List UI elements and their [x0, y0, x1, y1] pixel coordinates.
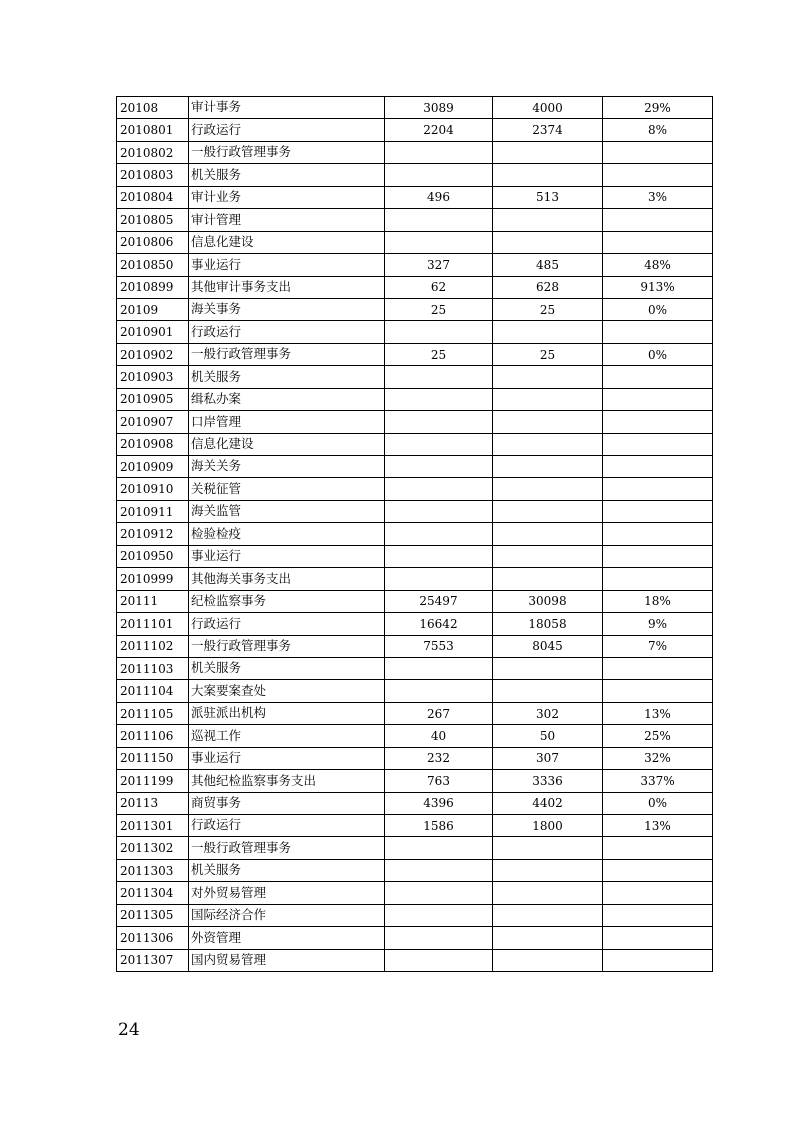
item-name-cell: 海关监管 [189, 500, 385, 522]
budget-table [116, 96, 713, 972]
code-cell: 2010907 [117, 411, 189, 433]
item-name-cell: 机关服务 [189, 657, 385, 679]
table-row [117, 792, 713, 814]
value-1-cell [385, 388, 493, 410]
percent-change-cell [603, 366, 713, 388]
percent-change-cell: 25% [603, 725, 713, 747]
value-2-cell [493, 366, 603, 388]
value-2-cell [493, 657, 603, 679]
code-cell: 2010806 [117, 231, 189, 253]
value-2-cell: 2374 [493, 119, 603, 141]
value-1-cell: 7553 [385, 635, 493, 657]
percent-change-cell: 0% [603, 298, 713, 320]
item-name-cell: 机关服务 [189, 164, 385, 186]
value-1-cell [385, 164, 493, 186]
item-name-cell: 审计事务 [189, 97, 385, 119]
item-name-cell: 国际经济合作 [189, 904, 385, 926]
value-2-cell: 30098 [493, 590, 603, 612]
value-1-cell [385, 859, 493, 881]
item-name-cell: 一般行政管理事务 [189, 343, 385, 365]
table-row [117, 590, 713, 612]
code-cell: 2010805 [117, 209, 189, 231]
code-cell: 2011303 [117, 859, 189, 881]
budget-table-body [117, 97, 713, 972]
percent-change-cell [603, 209, 713, 231]
value-1-cell: 496 [385, 186, 493, 208]
value-1-cell [385, 141, 493, 163]
item-name-cell: 大案要案查处 [189, 680, 385, 702]
value-2-cell [493, 141, 603, 163]
item-name-cell: 检验检疫 [189, 523, 385, 545]
code-cell: 2011104 [117, 680, 189, 702]
code-cell: 2011301 [117, 815, 189, 837]
table-row [117, 231, 713, 253]
item-name-cell: 其他海关事务支出 [189, 568, 385, 590]
table-row [117, 837, 713, 859]
value-2-cell [493, 231, 603, 253]
table-row [117, 904, 713, 926]
table-row [117, 859, 713, 881]
table-row [117, 680, 713, 702]
value-2-cell [493, 433, 603, 455]
value-1-cell [385, 411, 493, 433]
table-row [117, 321, 713, 343]
value-2-cell: 25 [493, 343, 603, 365]
value-1-cell: 62 [385, 276, 493, 298]
item-name-cell: 缉私办案 [189, 388, 385, 410]
value-1-cell [385, 321, 493, 343]
item-name-cell: 行政运行 [189, 321, 385, 343]
value-2-cell: 307 [493, 747, 603, 769]
percent-change-cell: 0% [603, 792, 713, 814]
percent-change-cell [603, 500, 713, 522]
page-number: 24 [118, 1020, 140, 1040]
table-row [117, 388, 713, 410]
value-1-cell [385, 523, 493, 545]
item-name-cell: 行政运行 [189, 119, 385, 141]
code-cell: 2010909 [117, 456, 189, 478]
table-row [117, 545, 713, 567]
value-1-cell [385, 456, 493, 478]
percent-change-cell [603, 388, 713, 410]
code-cell: 2011302 [117, 837, 189, 859]
value-1-cell: 25497 [385, 590, 493, 612]
percent-change-cell [603, 680, 713, 702]
code-cell: 2011199 [117, 770, 189, 792]
value-1-cell: 40 [385, 725, 493, 747]
percent-change-cell: 13% [603, 815, 713, 837]
item-name-cell: 口岸管理 [189, 411, 385, 433]
table-row [117, 568, 713, 590]
item-name-cell: 机关服务 [189, 366, 385, 388]
code-cell: 2010908 [117, 433, 189, 455]
table-row [117, 411, 713, 433]
table-row [117, 276, 713, 298]
code-cell: 2010950 [117, 545, 189, 567]
value-2-cell [493, 388, 603, 410]
percent-change-cell [603, 478, 713, 500]
code-cell: 2011150 [117, 747, 189, 769]
table-row [117, 747, 713, 769]
table-row [117, 456, 713, 478]
value-2-cell [493, 949, 603, 971]
percent-change-cell [603, 411, 713, 433]
item-name-cell: 审计业务 [189, 186, 385, 208]
value-2-cell: 1800 [493, 815, 603, 837]
code-cell: 20108 [117, 97, 189, 119]
percent-change-cell: 32% [603, 747, 713, 769]
item-name-cell: 行政运行 [189, 613, 385, 635]
value-1-cell [385, 904, 493, 926]
code-cell: 2010912 [117, 523, 189, 545]
table-row [117, 613, 713, 635]
item-name-cell: 信息化建设 [189, 231, 385, 253]
code-cell: 2011101 [117, 613, 189, 635]
code-cell: 2011106 [117, 725, 189, 747]
percent-change-cell [603, 523, 713, 545]
percent-change-cell: 913% [603, 276, 713, 298]
percent-change-cell [603, 904, 713, 926]
value-2-cell: 4000 [493, 97, 603, 119]
code-cell: 2010902 [117, 343, 189, 365]
value-2-cell [493, 882, 603, 904]
percent-change-cell [603, 164, 713, 186]
percent-change-cell [603, 433, 713, 455]
code-cell: 2011103 [117, 657, 189, 679]
table-row [117, 882, 713, 904]
code-cell: 2010999 [117, 568, 189, 590]
table-row [117, 97, 713, 119]
item-name-cell: 巡视工作 [189, 725, 385, 747]
value-1-cell [385, 231, 493, 253]
value-1-cell [385, 568, 493, 590]
value-2-cell [493, 545, 603, 567]
value-1-cell [385, 680, 493, 702]
item-name-cell: 其他纪检监察事务支出 [189, 770, 385, 792]
table-row [117, 164, 713, 186]
value-1-cell: 267 [385, 702, 493, 724]
percent-change-cell: 0% [603, 343, 713, 365]
percent-change-cell: 29% [603, 97, 713, 119]
code-cell: 2011105 [117, 702, 189, 724]
table-row [117, 186, 713, 208]
percent-change-cell: 13% [603, 702, 713, 724]
value-1-cell [385, 927, 493, 949]
table-row [117, 770, 713, 792]
value-1-cell [385, 500, 493, 522]
code-cell: 2011307 [117, 949, 189, 971]
table-row [117, 725, 713, 747]
table-row [117, 343, 713, 365]
code-cell: 2010803 [117, 164, 189, 186]
table-row [117, 119, 713, 141]
value-1-cell [385, 837, 493, 859]
value-1-cell [385, 433, 493, 455]
value-2-cell: 4402 [493, 792, 603, 814]
percent-change-cell [603, 231, 713, 253]
table-row [117, 478, 713, 500]
percent-change-cell [603, 837, 713, 859]
value-1-cell [385, 209, 493, 231]
value-1-cell: 25 [385, 298, 493, 320]
code-cell: 20109 [117, 298, 189, 320]
item-name-cell: 信息化建设 [189, 433, 385, 455]
value-1-cell [385, 478, 493, 500]
value-1-cell: 1586 [385, 815, 493, 837]
code-cell: 2010850 [117, 254, 189, 276]
value-2-cell: 485 [493, 254, 603, 276]
code-cell: 2010801 [117, 119, 189, 141]
code-cell: 2011102 [117, 635, 189, 657]
code-cell: 2010910 [117, 478, 189, 500]
item-name-cell: 海关事务 [189, 298, 385, 320]
value-1-cell: 763 [385, 770, 493, 792]
item-name-cell: 关税征管 [189, 478, 385, 500]
table-row [117, 815, 713, 837]
item-name-cell: 一般行政管理事务 [189, 837, 385, 859]
table-row [117, 500, 713, 522]
value-2-cell: 25 [493, 298, 603, 320]
percent-change-cell [603, 568, 713, 590]
item-name-cell: 一般行政管理事务 [189, 635, 385, 657]
item-name-cell: 派驻派出机构 [189, 702, 385, 724]
code-cell: 2010905 [117, 388, 189, 410]
percent-change-cell: 337% [603, 770, 713, 792]
table-row [117, 366, 713, 388]
percent-change-cell [603, 321, 713, 343]
percent-change-cell [603, 949, 713, 971]
percent-change-cell: 7% [603, 635, 713, 657]
percent-change-cell [603, 141, 713, 163]
value-2-cell [493, 209, 603, 231]
code-cell: 2011304 [117, 882, 189, 904]
value-2-cell [493, 927, 603, 949]
table-row [117, 433, 713, 455]
value-2-cell: 3336 [493, 770, 603, 792]
value-2-cell [493, 568, 603, 590]
table-row [117, 657, 713, 679]
code-cell: 2010903 [117, 366, 189, 388]
value-1-cell [385, 657, 493, 679]
value-1-cell [385, 882, 493, 904]
table-row [117, 209, 713, 231]
percent-change-cell [603, 859, 713, 881]
percent-change-cell [603, 545, 713, 567]
item-name-cell: 机关服务 [189, 859, 385, 881]
item-name-cell: 纪检监察事务 [189, 590, 385, 612]
item-name-cell: 国内贸易管理 [189, 949, 385, 971]
item-name-cell: 对外贸易管理 [189, 882, 385, 904]
code-cell: 2010802 [117, 141, 189, 163]
value-1-cell: 2204 [385, 119, 493, 141]
value-2-cell [493, 478, 603, 500]
percent-change-cell [603, 657, 713, 679]
code-cell: 2010804 [117, 186, 189, 208]
value-1-cell [385, 949, 493, 971]
percent-change-cell: 9% [603, 613, 713, 635]
percent-change-cell: 48% [603, 254, 713, 276]
value-2-cell: 513 [493, 186, 603, 208]
value-2-cell: 8045 [493, 635, 603, 657]
code-cell: 2010899 [117, 276, 189, 298]
percent-change-cell [603, 882, 713, 904]
item-name-cell: 一般行政管理事务 [189, 141, 385, 163]
item-name-cell: 行政运行 [189, 815, 385, 837]
table-row [117, 949, 713, 971]
item-name-cell: 审计管理 [189, 209, 385, 231]
table-row [117, 635, 713, 657]
value-2-cell [493, 680, 603, 702]
code-cell: 2011305 [117, 904, 189, 926]
table-row [117, 141, 713, 163]
value-2-cell: 628 [493, 276, 603, 298]
value-2-cell: 50 [493, 725, 603, 747]
value-2-cell [493, 859, 603, 881]
value-2-cell [493, 904, 603, 926]
code-cell: 20111 [117, 590, 189, 612]
value-2-cell [493, 411, 603, 433]
item-name-cell: 海关关务 [189, 456, 385, 478]
value-2-cell: 18058 [493, 613, 603, 635]
value-1-cell: 25 [385, 343, 493, 365]
value-1-cell [385, 545, 493, 567]
percent-change-cell [603, 456, 713, 478]
value-1-cell [385, 366, 493, 388]
item-name-cell: 事业运行 [189, 254, 385, 276]
value-2-cell: 302 [493, 702, 603, 724]
item-name-cell: 商贸事务 [189, 792, 385, 814]
value-2-cell [493, 321, 603, 343]
table-row [117, 298, 713, 320]
value-2-cell [493, 500, 603, 522]
table-row [117, 927, 713, 949]
value-1-cell: 232 [385, 747, 493, 769]
item-name-cell: 事业运行 [189, 747, 385, 769]
code-cell: 2010901 [117, 321, 189, 343]
value-2-cell [493, 523, 603, 545]
value-1-cell: 327 [385, 254, 493, 276]
value-2-cell [493, 456, 603, 478]
item-name-cell: 事业运行 [189, 545, 385, 567]
percent-change-cell: 18% [603, 590, 713, 612]
table-row [117, 254, 713, 276]
percent-change-cell: 3% [603, 186, 713, 208]
table-row [117, 702, 713, 724]
percent-change-cell: 8% [603, 119, 713, 141]
value-1-cell: 16642 [385, 613, 493, 635]
value-1-cell: 3089 [385, 97, 493, 119]
value-1-cell: 4396 [385, 792, 493, 814]
code-cell: 2010911 [117, 500, 189, 522]
value-2-cell [493, 164, 603, 186]
code-cell: 20113 [117, 792, 189, 814]
table-row [117, 523, 713, 545]
value-2-cell [493, 837, 603, 859]
code-cell: 2011306 [117, 927, 189, 949]
item-name-cell: 其他审计事务支出 [189, 276, 385, 298]
item-name-cell: 外资管理 [189, 927, 385, 949]
percent-change-cell [603, 927, 713, 949]
